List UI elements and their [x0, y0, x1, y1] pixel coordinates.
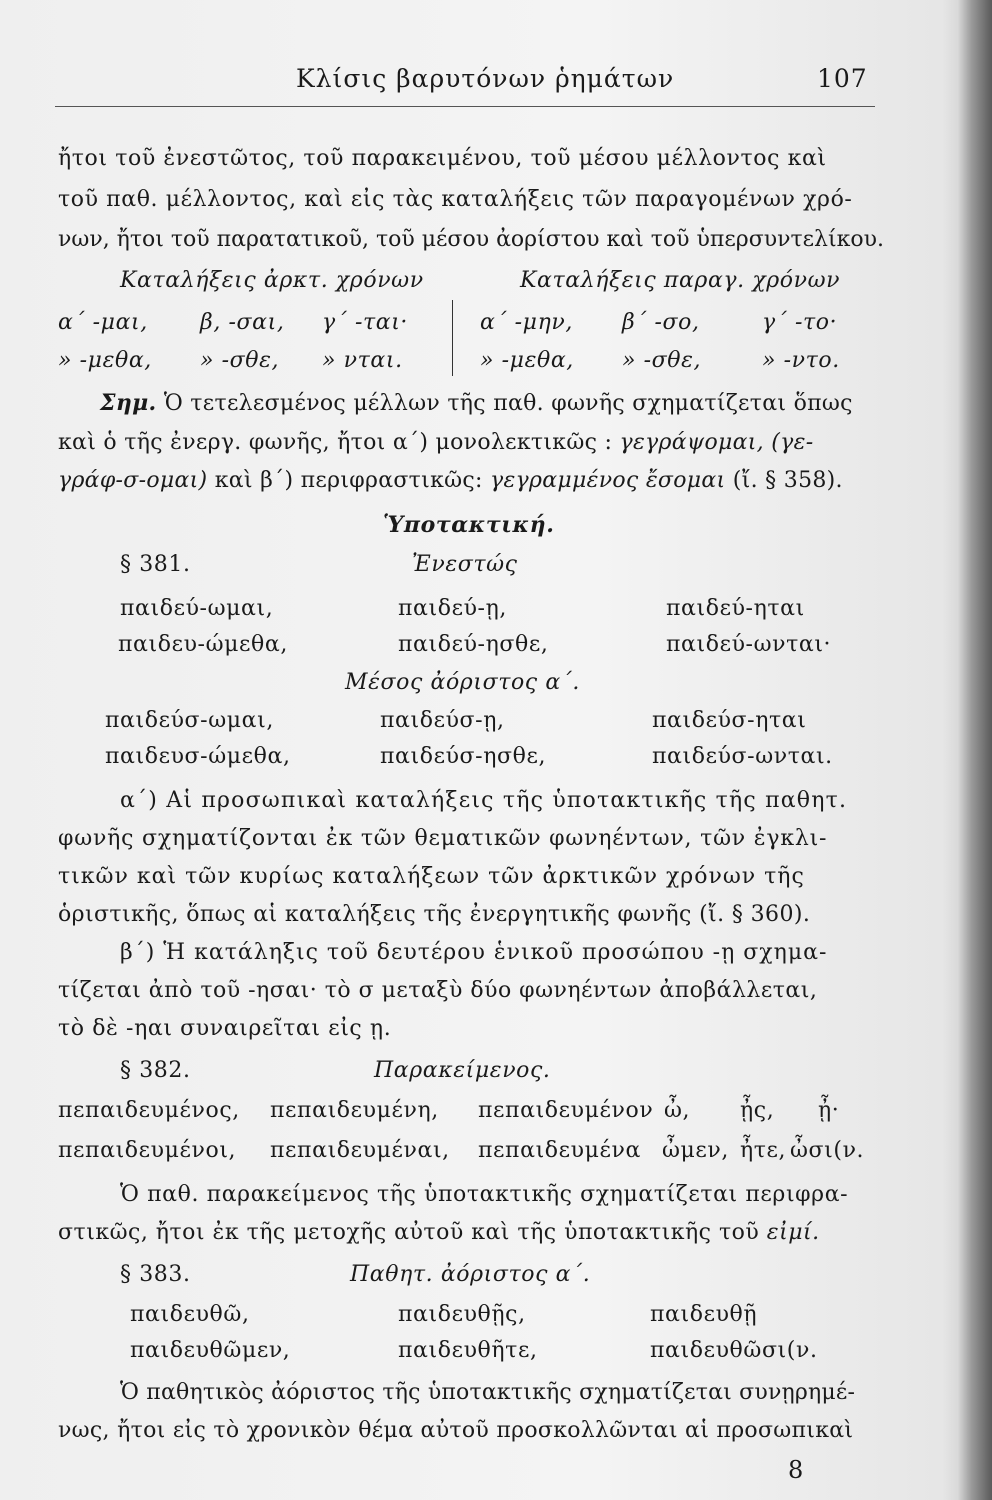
intro-line: τοῦ παθ. μέλλοντος, καὶ εἰς τὰς καταλήξεις τῶν παραγομένων χρό-: [58, 187, 853, 212]
ending-cell: » -ντο.: [762, 348, 840, 373]
ending-cell: » -σθε,: [200, 348, 280, 373]
body-line: νως, ἤτοι εἰς τὸ χρονικὸν θέμα αὐτοῦ προσκολλῶνται αἱ προσωπικαὶ: [58, 1418, 854, 1443]
form-cell: παιδεύ-ωνται·: [666, 632, 832, 657]
tense-title: Μέσος ἀόριστος α΄.: [345, 670, 580, 695]
intro-line: ἤτοι τοῦ ἐνεστῶτος, τοῦ παρακειμένου, τοῦ μέσου μέλλοντος καὶ: [58, 146, 827, 171]
form-cell: ᾖ·: [818, 1098, 840, 1123]
note-example: γεγράψομαι, (γε-: [619, 430, 814, 455]
body-line: α΄) Αἱ προσωπικαὶ καταλήξεις τῆς ὑποτακτικῆς τῆς παθητ.: [120, 788, 848, 813]
form-cell: παιδευθῶμεν,: [130, 1338, 291, 1363]
body-line: τικῶν καὶ τῶν κυρίως καταλήξεων τῶν ἀρκτικῶν χρόνων τῆς: [58, 864, 805, 889]
form-cell: ὦσι(ν.: [790, 1138, 865, 1163]
body-line: [58, 1220, 820, 1245]
note-line: [58, 430, 813, 455]
ending-cell: α΄ -μην,: [480, 310, 573, 335]
form-cell: πεπαιδευμέναι,: [270, 1138, 450, 1163]
ending-cell: β, -σαι,: [200, 310, 285, 335]
form-cell: παιδευσ-ώμεθα,: [105, 744, 291, 769]
body-line: ὁριστικῆς, ὅπως αἱ καταλήξεις τῆς ἐνεργητικῆς φωνῆς (ἴ. § 360).: [58, 902, 811, 927]
body-line: Ὁ παθητικὸς ἀόριστος τῆς ὑποτακτικῆς σχηματίζεται συνῃρημέ-: [120, 1380, 856, 1405]
form-cell: παιδεύσ-ηται: [652, 708, 807, 733]
signature-mark: 8: [788, 1456, 804, 1484]
form-cell: παιδεύσ-ωνται.: [652, 744, 833, 769]
form-cell: παιδεύ-ηται: [666, 596, 805, 621]
ending-cell: γ΄ -το·: [762, 310, 838, 335]
paragraph-number: § 381.: [120, 552, 191, 577]
form-cell: παιδευθῶσι(ν.: [650, 1338, 818, 1363]
header-rule: [55, 106, 875, 107]
paragraph-number: § 383.: [120, 1262, 191, 1287]
form-cell: ᾖς,: [740, 1098, 775, 1123]
ending-cell: » -μεθα,: [58, 348, 152, 373]
form-cell: πεπαιδευμένη,: [270, 1098, 439, 1123]
body-line: β΄) Ἡ κατάληξις τοῦ δευτέρου ἑνικοῦ προσώπου -ῃ σχημα-: [120, 940, 828, 965]
ending-cell: β΄ -σο,: [622, 310, 700, 335]
note-example: γεγραμμένος ἔσομαι: [490, 468, 726, 493]
form-cell: πεπαιδευμένοι,: [58, 1138, 237, 1163]
page-edge-shadow: [958, 0, 992, 1500]
form-cell: παιδεύσ-ωμαι,: [105, 708, 274, 733]
form-cell: παιδεύ-ῃ,: [398, 596, 507, 621]
form-cell: πεπαιδευμένα: [478, 1138, 641, 1163]
note-text: Ὁ τετελεσμένος μέλλων τῆς παθ. φωνῆς σχηματίζεται ὅπως: [163, 391, 853, 416]
ending-cell: α΄ -μαι,: [58, 310, 148, 335]
form-cell: παιδευθῶ,: [130, 1302, 250, 1327]
note-text: καὶ ὁ τῆς ἐνεργ. φωνῆς, ἤτοι α΄) μονολεκτικῶς :: [58, 430, 620, 455]
paragraph-number: § 382.: [120, 1058, 191, 1083]
body-line: τὸ δὲ -ηαι συναιρεῖται εἰς ῃ.: [58, 1016, 392, 1041]
body-line: φωνῆς σχηματίζονται ἐκ τῶν θεματικῶν φωνηέντων, τῶν ἐγκλι-: [58, 826, 828, 851]
verb-eimi: εἰμί.: [766, 1220, 820, 1245]
form-cell: παιδευθῇ: [650, 1302, 758, 1327]
note-label: Σημ.: [100, 390, 157, 416]
endings-divider: [452, 300, 453, 376]
form-cell: παιδεύ-ωμαι,: [120, 596, 274, 621]
note-text: (ἴ. § 358).: [725, 468, 843, 493]
form-cell: παιδευθῇς,: [398, 1302, 526, 1327]
ending-cell: » -μεθα,: [480, 348, 574, 373]
tense-title: Παρακείμενος.: [374, 1058, 551, 1083]
form-cell: παιδευθῆτε,: [398, 1338, 538, 1363]
section-heading: Ὑποτακτική.: [383, 512, 555, 538]
tense-title: Παθητ. ἀόριστος α΄.: [350, 1262, 591, 1287]
note-example: γράφ-σ-ομαι): [58, 468, 208, 493]
body-line: Ὁ παθ. παρακείμενος τῆς ὑποτακτικῆς σχηματίζεται περιφρα-: [120, 1182, 849, 1207]
note-line: [58, 468, 843, 493]
page-number: 107: [817, 64, 868, 93]
ending-cell: » νται.: [322, 348, 403, 373]
tense-title: Ἐνεστώς: [412, 552, 518, 577]
body-line: τίζεται ἀπὸ τοῦ -ησαι· τὸ σ μεταξὺ δύο φωνηέντων ἀποβάλλεται,: [58, 978, 818, 1003]
note-text: καὶ β΄) περιφραστικῶς:: [207, 468, 490, 493]
form-cell: πεπαιδευμένος,: [58, 1098, 240, 1123]
intro-line: νων, ἤτοι τοῦ παρατατικοῦ, τοῦ μέσου ἀορίστου καὶ τοῦ ὑπερσυντελίκου.: [58, 227, 884, 252]
running-header: Κλίσις βαρυτόνων ῥημάτων: [296, 64, 675, 93]
form-cell: παιδεύσ-ῃ,: [380, 708, 505, 733]
form-cell: ὦ,: [664, 1098, 691, 1123]
form-cell: παιδεύσ-ησθε,: [380, 744, 547, 769]
form-cell: πεπαιδευμένον: [478, 1098, 654, 1123]
ending-cell: » -σθε,: [622, 348, 702, 373]
form-cell: ἦτε,: [740, 1138, 787, 1163]
ending-cell: γ΄ -ται·: [322, 310, 409, 335]
note-line: [100, 390, 853, 416]
endings-left-heading: Καταλήξεις ἀρκτ. χρόνων: [120, 268, 424, 293]
form-cell: παιδεύ-ησθε,: [398, 632, 549, 657]
form-cell: παιδευ-ώμεθα,: [118, 632, 288, 657]
form-cell: ὦμεν,: [662, 1138, 730, 1163]
body-text: στικῶς, ἤτοι ἐκ τῆς μετοχῆς αὐτοῦ καὶ τῆς ὑποτακτικῆς τοῦ: [58, 1220, 767, 1245]
endings-right-heading: Καταλήξεις παραγ. χρόνων: [520, 268, 841, 293]
